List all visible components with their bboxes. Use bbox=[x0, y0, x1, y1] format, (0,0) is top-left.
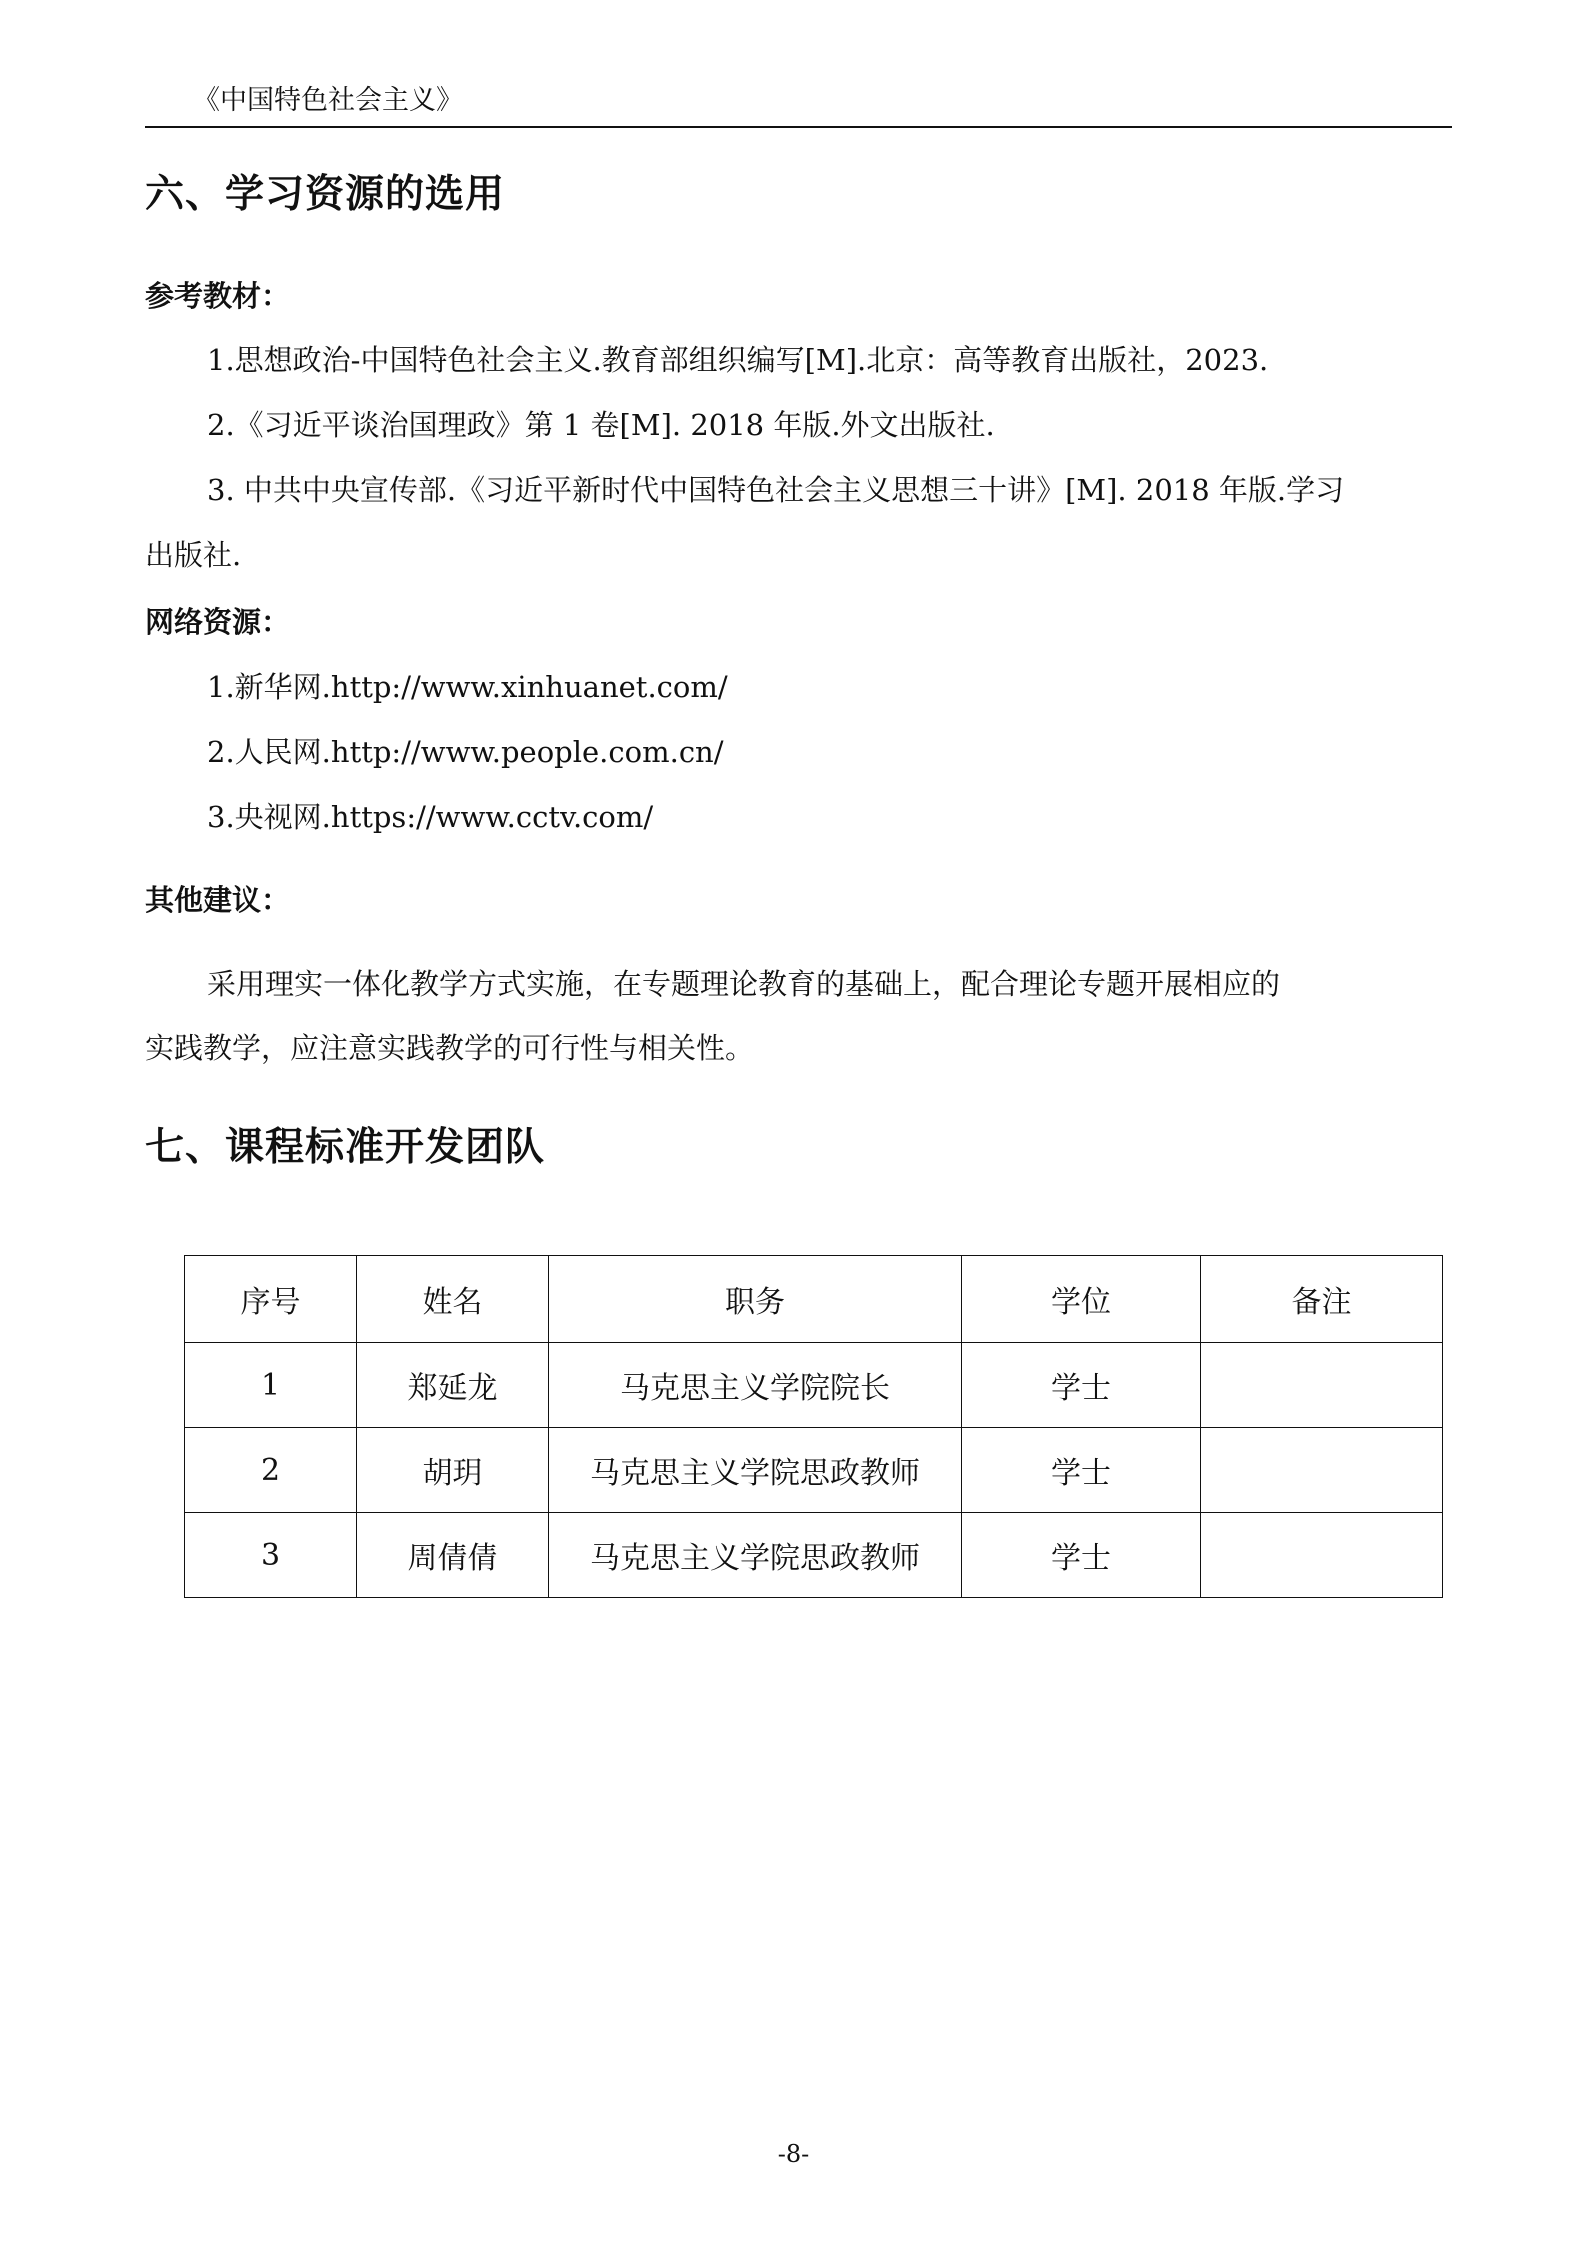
header-title: 《中国特色社会主义》 bbox=[193, 85, 463, 116]
header-cell-position: 职务 bbox=[549, 1256, 962, 1343]
textbook-item: 3. 中共中央宣传部.《习近平新时代中国特色社会主义思想三十讲》[M]. 2018 年版.学习 bbox=[207, 473, 1345, 507]
cell-name: 胡玥 bbox=[357, 1428, 549, 1513]
cell-remarks bbox=[1201, 1343, 1443, 1428]
cell-index: 2 bbox=[185, 1428, 357, 1513]
team-table bbox=[184, 1255, 1443, 1598]
table-header-row bbox=[185, 1256, 1443, 1343]
table-row bbox=[185, 1428, 1443, 1513]
web-resource-item: 1.新华网.http://www.xinhuanet.com/ bbox=[207, 670, 728, 704]
web-resource-item: 3.央视网.https://www.cctv.com/ bbox=[207, 800, 654, 834]
page-header bbox=[145, 74, 1452, 128]
textbook-item-continuation: 出版社. bbox=[145, 538, 242, 572]
cell-name: 郑延龙 bbox=[357, 1343, 549, 1428]
suggestion-line: 采用理实一体化教学方式实施，在专题理论教育的基础上，配合理论专题开展相应的 bbox=[207, 967, 1281, 1001]
table-row bbox=[185, 1343, 1443, 1428]
cell-index: 3 bbox=[185, 1513, 357, 1598]
suggestion-line: 实践教学，应注意实践教学的可行性与相关性。 bbox=[145, 1031, 755, 1065]
cell-remarks bbox=[1201, 1428, 1443, 1513]
suggestions-heading: 其他建议： bbox=[145, 883, 291, 917]
cell-position: 马克思主义学院思政教师 bbox=[549, 1428, 962, 1513]
header-cell-name: 姓名 bbox=[357, 1256, 549, 1343]
cell-position: 马克思主义学院思政教师 bbox=[549, 1513, 962, 1598]
header-cell-index: 序号 bbox=[185, 1256, 357, 1343]
header-cell-degree: 学位 bbox=[962, 1256, 1201, 1343]
textbook-item: 2.《习近平谈治国理政》第 1 卷[M]. 2018 年版.外文出版社. bbox=[207, 408, 995, 442]
cell-name: 周倩倩 bbox=[357, 1513, 549, 1598]
cell-degree: 学士 bbox=[962, 1343, 1201, 1428]
cell-remarks bbox=[1201, 1513, 1443, 1598]
web-resource-item: 2.人民网.http://www.people.com.cn/ bbox=[207, 735, 724, 769]
web-resources-heading: 网络资源： bbox=[145, 605, 291, 639]
textbook-item: 1.思想政治-中国特色社会主义.教育部组织编写[M].北京：高等教育出版社，2023. bbox=[207, 343, 1269, 377]
page-number: -8- bbox=[777, 2140, 810, 2168]
textbooks-heading: 参考教材： bbox=[145, 279, 291, 313]
cell-degree: 学士 bbox=[962, 1428, 1201, 1513]
header-cell-remarks: 备注 bbox=[1201, 1256, 1443, 1343]
table-row bbox=[185, 1513, 1443, 1598]
section-7-title: 七、课程标准开发团队 bbox=[145, 1125, 546, 1170]
section-6-title: 六、学习资源的选用 bbox=[145, 172, 506, 217]
cell-degree: 学士 bbox=[962, 1513, 1201, 1598]
cell-index: 1 bbox=[185, 1343, 357, 1428]
cell-position: 马克思主义学院院长 bbox=[549, 1343, 962, 1428]
